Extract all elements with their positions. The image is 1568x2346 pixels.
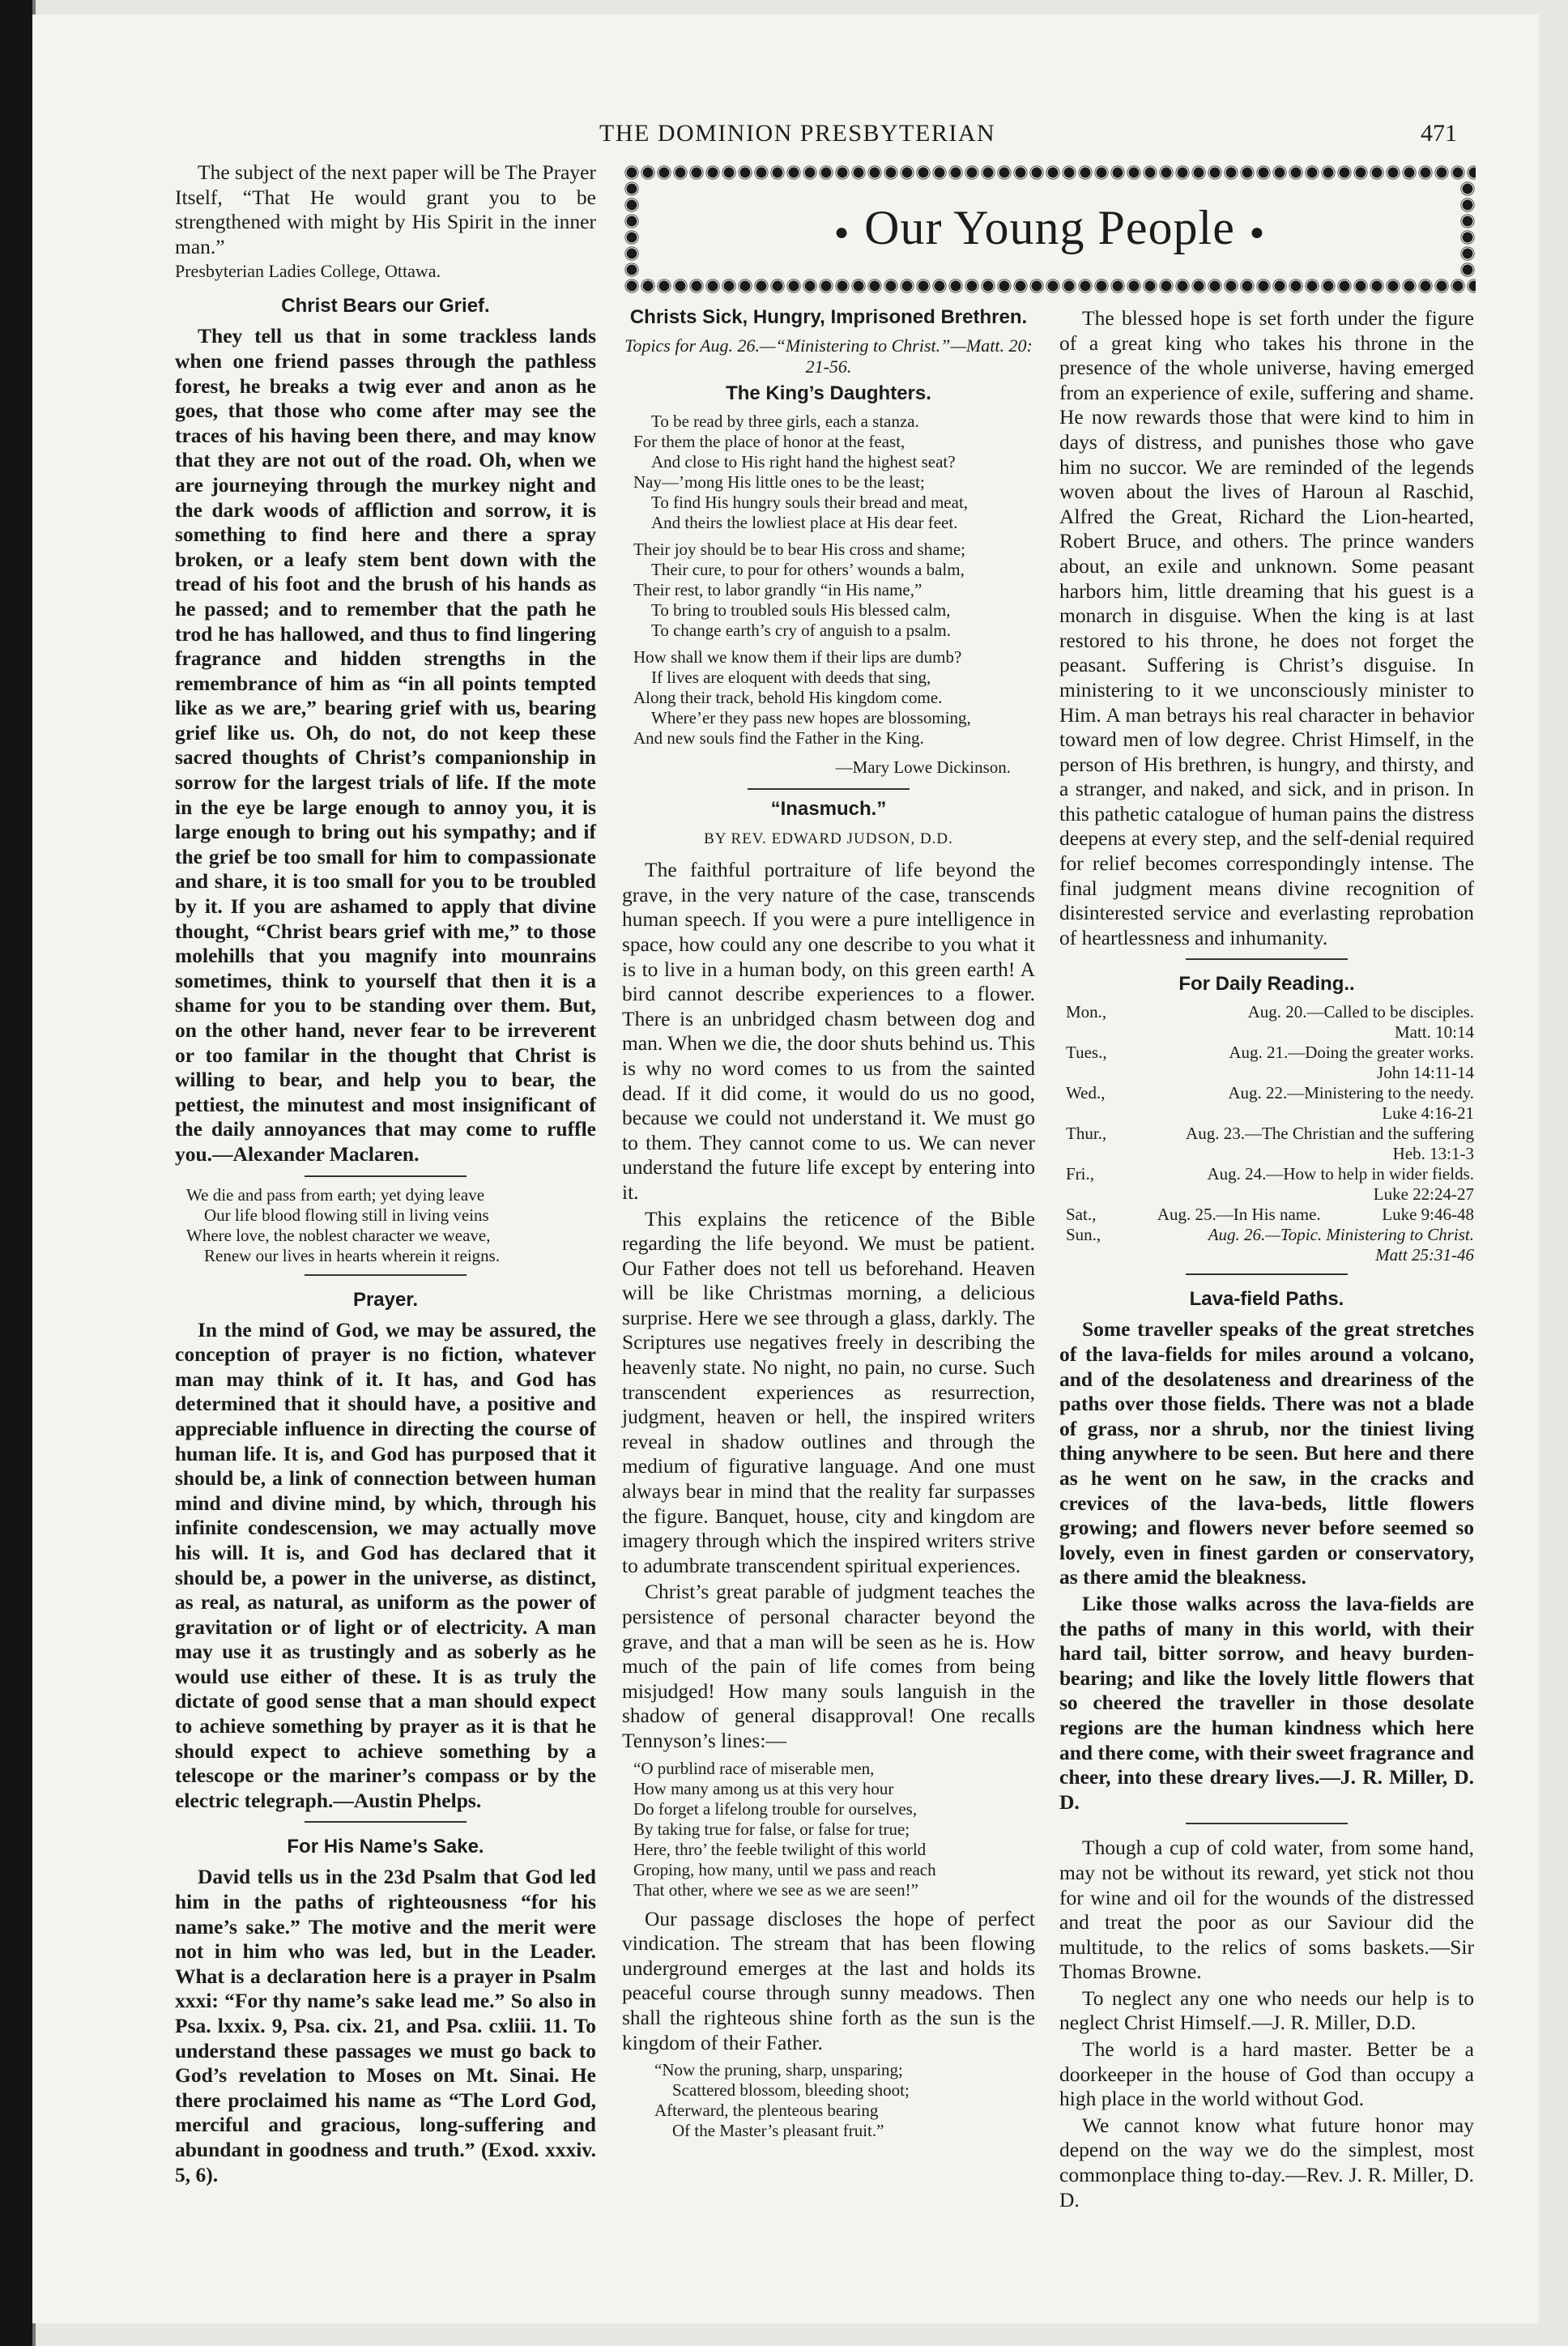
- column-2: [622, 306, 1035, 2148]
- reading-day: Fri.,: [1066, 1164, 1095, 1184]
- reading-text: Aug. 24.—How to help in wider fields.: [1207, 1164, 1474, 1184]
- reading-ref: Matt 25:31-46: [1375, 1245, 1474, 1265]
- banner-border-bottom: [624, 278, 1476, 294]
- poem-line: And close to His right hand the highest seat?: [651, 452, 956, 471]
- scan-edge: [0, 0, 32, 2346]
- poem-line: By taking true for false, or false for true;: [633, 1819, 910, 1839]
- lava-heading: Lava-field Paths.: [1189, 1288, 1344, 1311]
- inasmuch-p2: This explains the reticence of the Bible regarding the life beyond. We must be patient. Our Father does not tell us beforehand. Heaven will be like Christmas morning, a delicious surprise. Here we see through a glass, darkly. The Scriptures use negatives freely in describing the heavenly state. No night, no pain, no curse. Such transcendent experiences as resurrection, judgment, heaven or hell, the inspired writers reveal in shadow outlines and through the medium of figurative language. And one must always bear in mind that the reality far surpasses the figure. Banquet, house, city and kingdom are imagery through which the inspired writers strive to adumbrate transcendent spiritual experiences.: [622, 1206, 1035, 1577]
- prayer-heading: Prayer.: [352, 1288, 419, 1311]
- divider: [305, 1175, 467, 1177]
- reading-item: [1066, 1043, 1474, 1083]
- poem-line: Nay—’mong His little ones to be the least;: [633, 472, 925, 492]
- reading-item: [1066, 1124, 1474, 1164]
- banner-title-text: Our Young People: [864, 201, 1235, 254]
- tennyson-poem: [633, 1759, 1035, 1900]
- poem-line: If lives are eloquent with deeds that sing,: [651, 668, 931, 687]
- poem-line: To bring to troubled souls His blessed calm,: [651, 600, 951, 620]
- poem-line: We die and pass from earth; yet dying leave: [186, 1184, 485, 1205]
- grief-heading: Christ Bears our Grief.: [281, 295, 490, 318]
- divider: [1186, 958, 1348, 960]
- reading-ref: John 14:11-14: [1377, 1063, 1474, 1083]
- reading-day: Tues.,: [1066, 1043, 1107, 1063]
- reading-ref: Luke 4:16-21: [1382, 1103, 1474, 1124]
- divider: [305, 1274, 467, 1276]
- poem-line: That other, where we see as we are seen!”: [633, 1879, 918, 1900]
- poem-line: Renew our lives in hearts wherein it reigns.: [204, 1245, 501, 1265]
- world-paragraph: The world is a hard master. Better be a doorkeeper in the house of God than occupy a high place in the world without God.: [1059, 2037, 1474, 2111]
- divider: [1186, 1823, 1348, 1824]
- poem-line: To be read by three girls, each a stanza.: [651, 412, 919, 431]
- column-3: [1059, 306, 1474, 2214]
- byline: BY REV. EDWARD JUDSON, D.D.: [704, 830, 953, 847]
- inasmuch-p4: Our passage discloses the hope of perfect vindication. The stream that has been flowing underground emerges at the last and holds its peaceful course through sunny meadows. Then shall the righteous shine forth as the sun is the kingdom of their Father.: [622, 1906, 1035, 2054]
- bullet-icon: ●: [1249, 219, 1265, 246]
- newspaper-page: [32, 15, 1539, 2323]
- reading-day: Sun.,: [1066, 1225, 1101, 1245]
- reading-item: [1066, 1225, 1474, 1265]
- reading-item: [1066, 1002, 1474, 1043]
- poem-line: And theirs the lowliest place at His dear feet.: [651, 513, 958, 532]
- prayer-text: In the mind of God, we may be assured, the conception of prayer is no fiction, whatever man may think of it. It has, and God has determined that it should have, a positive and appreciable influence in directing the course of human life. It is, and God has purposed that it should be, a link of connection between human mind and divine mind, by which, through his infinite condescension, we may actually move his will. It is, and God has declared that it should be, a power in the universe, as distinct, as real, as natural, as uniform as the power of gravitation or of light or of electricity. A man may use it as trustingly and as soberly as he would use either of these. It is as truly the dictate of good sense that a man should expect to achieve something by prayer as it is that he should expect to achieve something by a telescope or the mariner’s compass or by the electric telegraph.—Austin Phelps.: [175, 1317, 596, 1812]
- reading-text: Aug. 23.—The Christian and the suffering: [1186, 1124, 1474, 1144]
- divider: [1186, 1273, 1348, 1275]
- poem-line: Their rest, to labor grandly “in His name,”: [633, 580, 922, 599]
- future-paragraph: We cannot know what future honor may depend on the way we do the simplest, most commonplace thing to-day.—Rev. J. R. Miller, D. D.: [1059, 2113, 1474, 2212]
- poem-line: Scattered blossom, bleeding shoot;: [672, 2080, 910, 2101]
- poem-line: To find His hungry souls their bread and meat,: [651, 493, 969, 512]
- intro-paragraph: The subject of the next paper will be The Prayer Itself, “That He would grant you to be strengthened with might by His Spirit in the inner man.”: [175, 160, 596, 258]
- poem-line: “O purblind race of miserable men,: [633, 1758, 875, 1778]
- poem-line: Their cure, to pour for others’ wounds a balm,: [651, 560, 965, 579]
- poem-line: Our life blood flowing still in living veins: [204, 1205, 489, 1225]
- poem-line: To change earth’s cry of anguish to a psalm.: [651, 621, 952, 640]
- reading-day: Wed.,: [1066, 1083, 1106, 1103]
- reading-day: Thur.,: [1066, 1124, 1107, 1144]
- poem-line: For them the place of honor at the feast,: [633, 432, 905, 451]
- publication-title: THE DOMINION PRESBYTERIAN: [599, 120, 996, 147]
- poem-line: And new souls find the Father in the King.: [633, 728, 924, 748]
- poem-line: Groping, how many, until we pass and reach: [633, 1859, 936, 1879]
- column-1: [175, 160, 596, 2189]
- daily-reading-heading: For Daily Reading..: [1178, 973, 1355, 996]
- poem-line: “Now the pruning, sharp, unsparing;: [654, 2060, 903, 2080]
- poem-line: Where love, the noblest character we weave,: [186, 1225, 491, 1245]
- daughters-heading: The King’s Daughters.: [726, 382, 931, 404]
- reading-text: Aug. 22.—Ministering to the needy.: [1228, 1083, 1474, 1103]
- topic-line: Topics for Aug. 26.—“Ministering to Christ.”—Matt. 20: 21-56.: [624, 335, 1033, 377]
- reading-ref: Matt. 10:14: [1395, 1022, 1474, 1043]
- inasmuch-p3: Christ’s great parable of judgment teaches the persistence of personal character beyond the grave, and that a man will be seen as he is. How much of the pain of life comes from being misjudged! How many souls languish in the shadow of general disapproval! One recalls Tennyson’s lines:—: [622, 1580, 1035, 1752]
- reading-item: [1066, 1164, 1474, 1205]
- poem-line: Their joy should be to bear His cross and shame;: [633, 540, 965, 559]
- reading-ref: Heb. 13:1-3: [1392, 1144, 1474, 1164]
- poem-line: Where’er they pass new hopes are blossoming,: [651, 708, 971, 727]
- poem-line: Here, thro’ the feeble twilight of this world: [633, 1839, 927, 1859]
- pruning-poem: [654, 2060, 1035, 2141]
- poem-line: Along their track, behold His kingdom come.: [633, 688, 943, 707]
- lava-p1: Some traveller speaks of the great stretches of the lava-fields for miles around a volcano, and of the desolateness and dreariness of the paths over those fields. There was not a blade of grass, nor a shrub, nor the tiniest living thing anywhere to be seen. But here and there as he went on he saw, in the cracks and crevices of the lava-beds, little flowers growing; and flowers never before seemed so lovely, even in finest garden or conservatory, as there amid the bleakness.: [1059, 1317, 1474, 1589]
- reading-text: Aug. 21.—Doing the greater works.: [1229, 1043, 1474, 1063]
- section-banner: [624, 164, 1476, 294]
- brethren-heading: Christs Sick, Hungry, Imprisoned Brethren.: [629, 306, 1028, 328]
- daily-reading-list: [1066, 1002, 1474, 1265]
- page-header: [32, 120, 1539, 152]
- cup-paragraph: Though a cup of cold water, from some hand, may not be without its reward, yet stick not thou for wine and oil for the wounds of the distressed and treat the poor as our Saviour did the multitude, to the relics of soms baskets.—Sir Thomas Browne.: [1059, 1836, 1474, 1984]
- poem-line: Afterward, the plenteous bearing: [654, 2101, 879, 2121]
- grief-text: They tell us that in some trackless lands when one friend passes through the pathless forest, he breaks a twig ever and anon as he goes, that those who come after may see the traces of his having been there, and may know that they are not out of the road. Oh, when we are journeying through the murkey night and the dark woods of affliction and sorrow, it is something to find here and there a spray broken, or a leafy stem bent down with the tread of his foot and the brush of his hands as he passed; and to remember that the path he trod he has hallowed, and thus to find lingering fragrance and hidden strengths in the remembrance of him as “in all points tempted like as we are,” bearing grief with us, bearing grief like us. Oh, do not, do not keep these sacred thoughts of Christ’s companionship in sorrow for the largest trials of life. If the mote in the eye be large enough to annoy you, it is large enough to bring out his sympathy; and if the grief be too small for him to compassionate and share, it is too small for you to be troubled by it. If you are ashamed to apply that divine thought, “Christ bears grief with me,” to those molehills that you magnify into mounrains sometimes, think to yourself that then it is a shame for you to be standing over them. But, on the other hand, never fear to be irreverent or too familar in the thought that Christ is willing to bear, and help you to bear, the pettiest, the minutest and most insignificant of the daily annoyances that may come to ruffle you.—Alexander Maclaren.: [175, 324, 596, 1166]
- lava-p2: Like those walks across the lava-fields are the paths of many in this world, with their hard tail, bitter sorrow, and heavy burden-bearing; and like the lovely little flowers that so cheered the traveller in those desolate regions are the human kindness which here and there come, with their sweet fragrance and cheer, into these dreary lives.—J. R. Miller, D. D.: [1059, 1591, 1474, 1814]
- reading-text: Aug. 20.—Called to be disciples.: [1247, 1002, 1474, 1022]
- inasmuch-p1: The faithful portraiture of life beyond the grave, in the very nature of the case, transcends human speech. If you were a pure intelligence in space, how could any one describe to you what it is to live in a human body, on this green earth! A bird cannot describe experiences to a flower. There is an unbridged chasm between dog and man. When we die, the door shuts behind us. This is why no word comes to us from the sainted dead. If it did come, it would do us no good, because we could not understand it. We must go to them. They cannot come to us. We can never understand the future life except by entering into it.: [622, 858, 1035, 1204]
- reading-ref: Luke 22:24-27: [1373, 1184, 1474, 1205]
- page-number: 471: [1421, 120, 1457, 147]
- banner-border-right: [1459, 181, 1476, 278]
- name-heading: For His Name’s Sake.: [287, 1836, 484, 1858]
- reading-text: Aug. 25.—In His name.: [1157, 1205, 1321, 1225]
- poem-line: How many among us at this very hour: [633, 1778, 894, 1798]
- banner-border-top: [624, 164, 1476, 181]
- divider: [748, 788, 910, 790]
- neglect-paragraph: To neglect any one who needs our help is to neglect Christ Himself.—J. R. Miller, D.D.: [1059, 1986, 1474, 2035]
- name-text: David tells us in the 23d Psalm that God led him in the paths of righteousness “for his name’s sake.” The motive and the merit were not in him who was led, but in the Leader. What is a declaration here is a prayer in Psalm xxxi: “For thy name’s sake lead me.” So also in Psa. lxxix. 9, Psa. cix. 21, and Psa. cxliii. 11. To understand these passages we must go back to God’s revelation to Moses on Mt. Sinai. He there proclaimed his name as “The Lord God, merciful and gracious, long-suffering and abundant in goodness and truth.” (Exod. xxxiv. 5, 6).: [175, 1865, 596, 2186]
- reading-item: [1066, 1205, 1474, 1225]
- poem-line: Do forget a lifelong trouble for ourselves,: [633, 1798, 918, 1819]
- hope-paragraph: The blessed hope is set forth under the figure of a great king who takes his throne in the presence of the whole universe, having emerged from an experience of exile, suffering and shame. He now rewards those that were kind to him in days of distress, and punishes those who gave him no succor. We are reminded of the legends woven about the lives of Haroun al Raschid, Alfred the Great, Richard the Lion-hearted, Robert Bruce, and others. The prince wanders about, an exile and unknown. Some peasant harbors him, little dreaming that his guest is a monarch in disguise. When the king is at last restored to his throne, he does not forget the peasant. Suffering is Christ’s disguise. In ministering to it we unconsciously minister to Him. A man betrays his real character in behavior toward men of low degree. Christ Himself, in the person of His brethren, is hungry, and thirsty, and a stranger, and naked, and sick, and in prison. In this pathetic catalogue of human pains the distress deepens at every step, and the self-denial required for relief becomes correspondingly intense. The final judgment means divine recognition of disinterested service and everlasting reprobation of heartlessness and inhumanity.: [1059, 306, 1474, 949]
- reading-ref: Luke 9:46-48: [1382, 1205, 1474, 1225]
- reading-item: [1066, 1083, 1474, 1124]
- reading-text: Aug. 26.—Topic. Ministering to Christ.: [1208, 1225, 1474, 1245]
- intro-signature: Presbyterian Ladies College, Ottawa.: [175, 261, 441, 282]
- banner-border-left: [624, 181, 640, 278]
- divider: [305, 1821, 467, 1823]
- bullet-icon: ●: [834, 219, 850, 246]
- daughters-poem: [633, 412, 1035, 749]
- inasmuch-heading: “Inasmuch.”: [770, 797, 887, 820]
- poem-line: How shall we know them if their lips are dumb?: [633, 647, 962, 667]
- reading-day: Mon.,: [1066, 1002, 1107, 1022]
- reading-day: Sat.,: [1066, 1205, 1097, 1225]
- grief-poem: [186, 1185, 596, 1266]
- poem-attribution: —Mary Lowe Dickinson.: [835, 757, 1011, 777]
- poem-line: Of the Master’s pleasant fruit.”: [672, 2121, 884, 2141]
- banner-title: [672, 200, 1427, 256]
